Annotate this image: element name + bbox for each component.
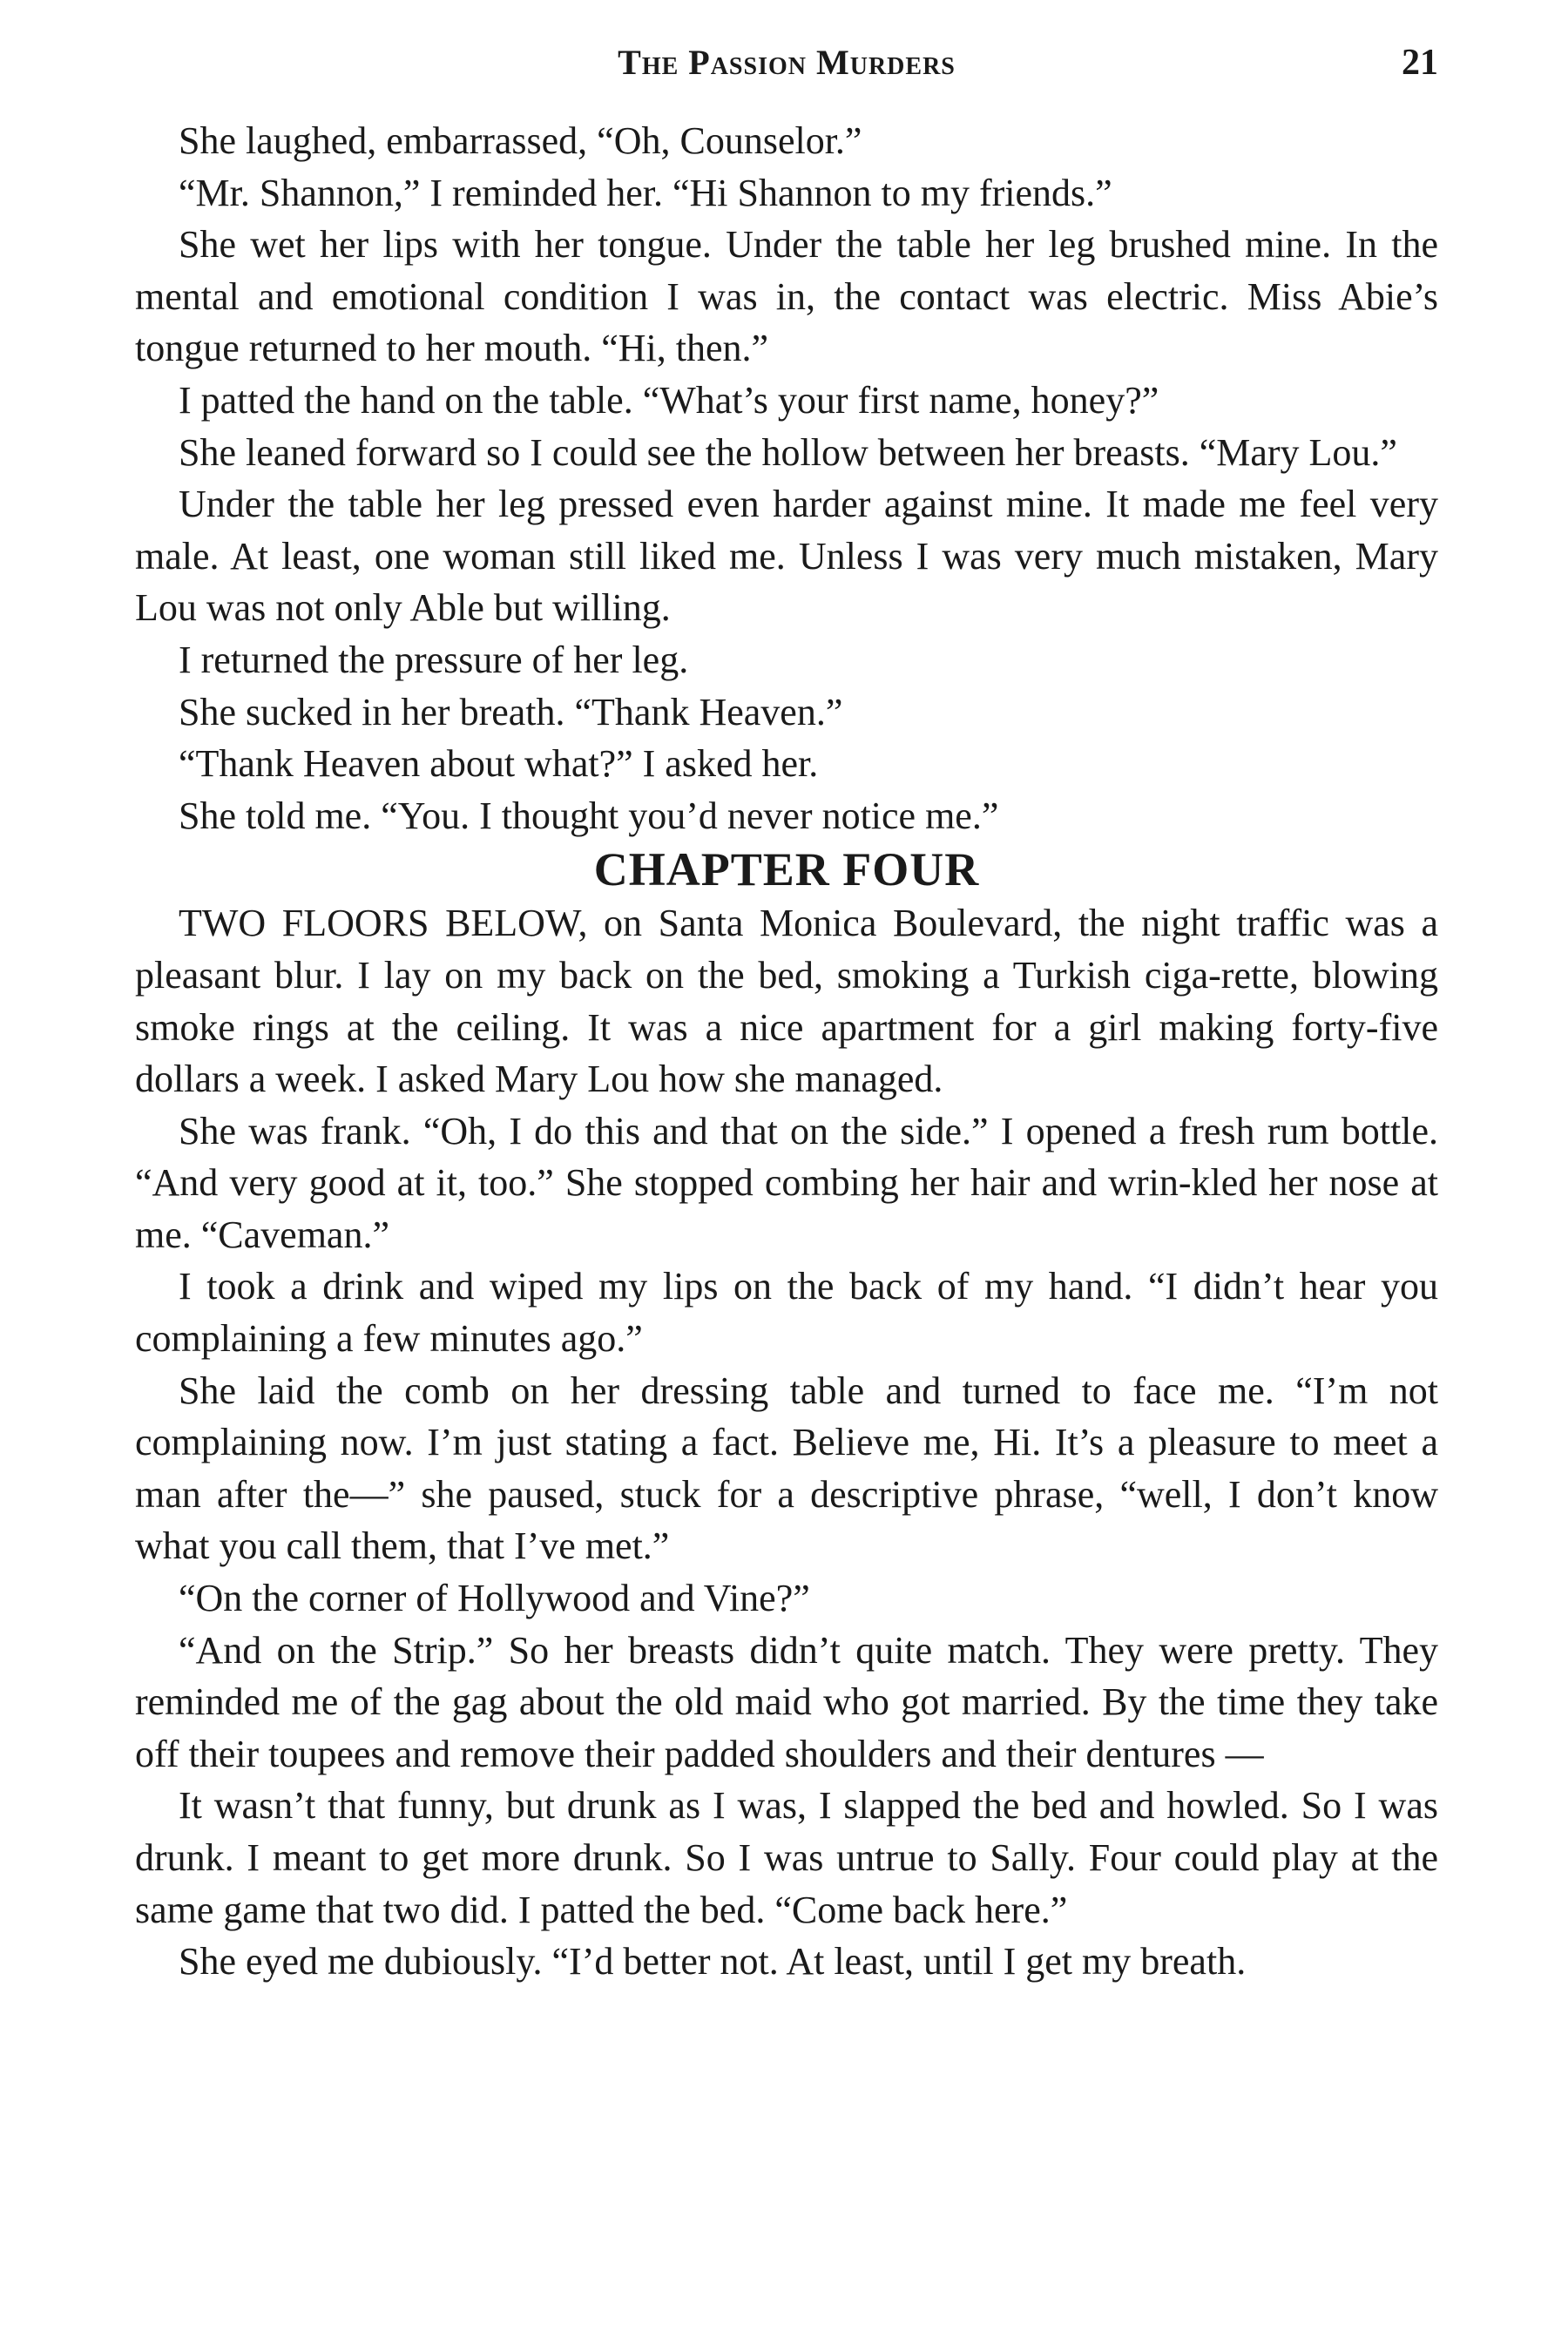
paragraph: “Mr. Shannon,” I reminded her. “Hi Shannon to my friends.”: [179, 171, 1112, 214]
paragraph: She wet her lips with her tongue. Under the table her leg brushed mine. In the mental and emotional condition I was in, the contact was electric. Miss Abie’s tongue returned to her mouth. “Hi, then.”: [135, 223, 1438, 370]
paragraph: She was frank. “Oh, I do this and that on the side.” I opened a fresh rum bottle. “And very good at it, too.” She stopped combing her hair and wrin-kled her nose at me. “Caveman.”: [135, 1109, 1438, 1256]
body-text: [135, 115, 1438, 1988]
paragraph: She eyed me dubiously. “I’d better not. At least, until I get my breath.: [179, 1940, 1247, 1984]
paragraph: She leaned forward so I could see the hollow between her breasts. “Mary Lou.”: [179, 430, 1397, 474]
paragraph: She told me. “You. I thought you’d never notice me.”: [179, 794, 999, 837]
running-title: The Passion Murders: [618, 43, 956, 82]
paragraph: I patted the hand on the table. “What’s your first name, honey?”: [179, 378, 1159, 422]
page-header: [135, 42, 1438, 96]
paragraph: “Thank Heaven about what?” I asked her.: [179, 742, 819, 786]
chapter-heading: CHAPTER FOUR: [593, 843, 980, 896]
paragraph: “On the corner of Hollywood and Vine?”: [179, 1577, 810, 1620]
paragraph: She sucked in her breath. “Thank Heaven.”: [179, 690, 843, 733]
paragraph: It wasn’t that funny, but drunk as I was, I slapped the bed and howled. So I was drunk. I meant to get more drunk. So I was untrue to Sally. Four could play at the same game that two did. I patted the bed. “Come back here.”: [135, 1784, 1438, 1931]
paragraph: I took a drink and wiped my lips on the back of my hand. “I didn’t hear you complaining a few minutes ago.”: [135, 1265, 1438, 1361]
paragraph: TWO FLOORS BELOW, on Santa Monica Boulevard, the night traffic was a pleasant blur. I lay on my back on the bed, smoking a Turkish ciga-rette, blowing smoke rings at the ceiling. It was a nice apartment for a girl making forty-five dollars a week. I asked Mary Lou how she managed.: [135, 902, 1438, 1101]
paragraph: She laughed, embarrassed, “Oh, Counselor.”: [179, 119, 862, 162]
paragraph: Under the table her leg pressed even harder against mine. It made me feel very male. At least, one woman still liked me. Unless I was very much mistaken, Mary Lou was not only Able but willing.: [135, 483, 1438, 630]
paragraph: I returned the pressure of her leg.: [179, 638, 689, 681]
book-page: [135, 42, 1438, 1988]
paragraph: She laid the comb on her dressing table and turned to face me. “I’m not complaining now. I’m just stating a fact. Believe me, Hi. It’s a pleasure to meet a man after the—” she paused, stuck for a descriptive phrase, “well, I don’t know what you call them, that I’ve met.”: [135, 1369, 1438, 1568]
paragraph: “And on the Strip.” So her breasts didn’t quite match. They were pretty. They reminded me of the gag about the old maid who got married. By the time they take off their toupees and remove their padded shoulders and their dentures —: [135, 1628, 1438, 1775]
page-number: 21: [1402, 43, 1438, 83]
